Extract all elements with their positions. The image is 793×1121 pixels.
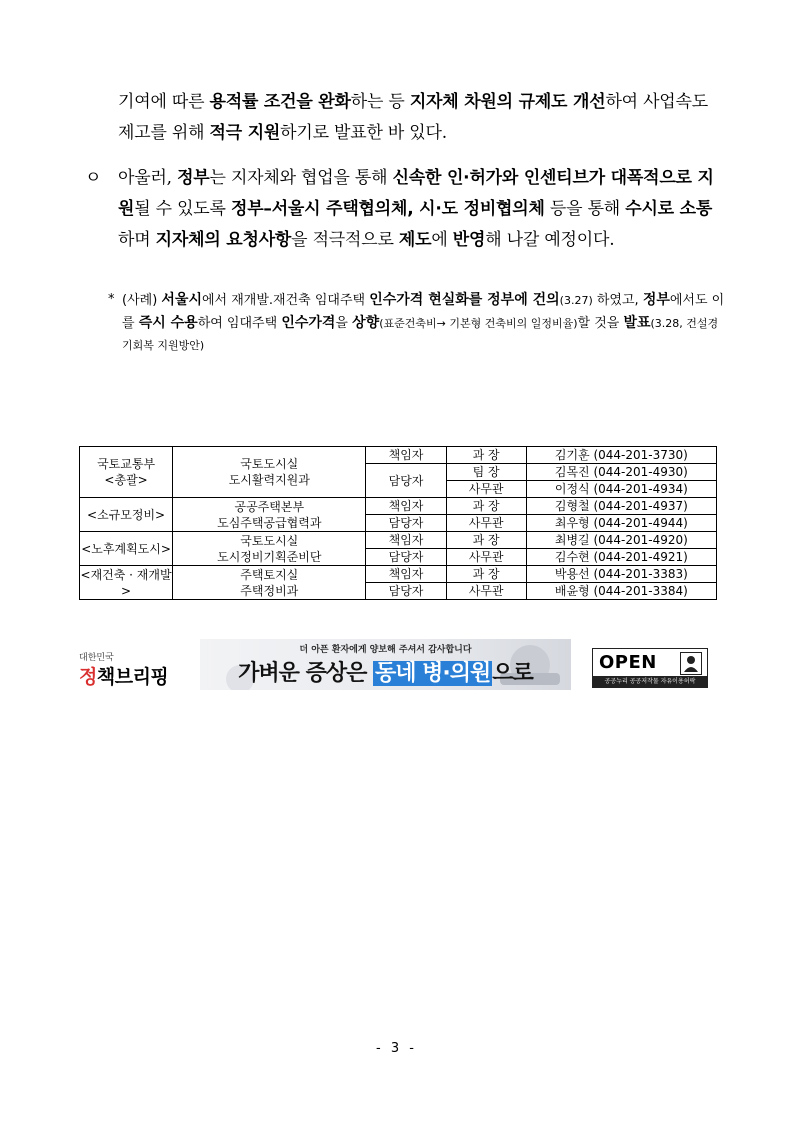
- open-license-footer: 공공누리 공공저작물 자유이용허락: [593, 676, 707, 687]
- role-cell: 담당자: [366, 549, 446, 566]
- role-cell: 책임자: [366, 447, 446, 464]
- title-cell: 과 장: [446, 532, 526, 549]
- open-license-badge[interactable]: [592, 648, 708, 688]
- table-row: [80, 498, 717, 515]
- title-cell: 과 장: [446, 498, 526, 515]
- org-cell: <재건축 · 재개발>: [80, 567, 172, 598]
- campaign-banner[interactable]: [200, 639, 571, 690]
- role-cell: 책임자: [366, 498, 446, 515]
- logo-title: 정책브리핑: [79, 666, 169, 688]
- note-text: (사례) 서울시에서 재개발.재건축 임대주택 인수가격 현실화를 정부에 건의(3.27) 하였고, 정부에서도 이를 즉시 수용하여 임대주택 인수가격을 상향(표준건축비→ 기본형 건축비의 일정비율)할 것을 발표(3.28, 건설경기회복 지원방안): [122, 292, 725, 352]
- contact-cell: 최우형 (044-201-4944): [526, 515, 716, 532]
- example-note: [108, 289, 728, 357]
- policy-briefing-logo[interactable]: [79, 650, 171, 690]
- role-cell: 책임자: [366, 566, 446, 583]
- contact-cell: 배윤형 (044-201-3384): [526, 583, 716, 600]
- role-cell: 책임자: [366, 532, 446, 549]
- table-row: [80, 532, 717, 549]
- dept-cell: 주택토지실 주택정비과: [173, 566, 366, 600]
- bullet-marker: ㅇ: [85, 168, 102, 188]
- dept-cell: 국토도시실 도시활력지원과: [173, 447, 366, 498]
- page-number: - 3 -: [376, 1041, 417, 1056]
- title-cell: 사무관: [446, 515, 526, 532]
- title-cell: 사무관: [446, 583, 526, 600]
- org-cell: 국토교통부 <총괄>: [80, 447, 173, 498]
- logo-country-label: 대한민국: [79, 653, 114, 663]
- title-cell: 사무관: [446, 549, 526, 566]
- title-cell: 과 장: [446, 566, 526, 583]
- paragraph-1: 기여에 따른 용적률 조건을 완화하는 등 지자체 차원의 규제도 개선하여 사업속도 제고를 위해 적극 지원하기로 발표한 바 있다.: [118, 92, 708, 143]
- org-cell: <소규모정비>: [80, 498, 173, 532]
- open-label: OPEN: [599, 652, 657, 673]
- title-cell: 과 장: [446, 447, 526, 464]
- role-cell: 담당자: [366, 515, 446, 532]
- campaign-headline: 가벼운 증상은 동네 병·의원으로: [238, 661, 533, 686]
- person-icon: [680, 652, 702, 675]
- contact-cell: 김목진 (044-201-4930): [526, 464, 716, 481]
- contact-cell: 최병길 (044-201-4920): [526, 532, 716, 549]
- table-row: [80, 566, 717, 583]
- title-cell: 사무관: [446, 481, 526, 498]
- contact-cell: 김기훈 (044-201-3730): [526, 447, 716, 464]
- dept-cell: 공공주택본부 도심주택공급협력과: [173, 498, 366, 532]
- bullet-text: 아울러, 정부는 지자체와 협업을 통해 신속한 인·허가와 인센티브가 대폭적으로 지원될 수 있도록 정부–서울시 주택협의체, 시·도 정비협의체 등을 통해 수시로 소통하며 지자체의 요청사항을 적극적으로 제도에 반영해 나갈 예정이다.: [118, 168, 714, 250]
- footer-banners: [79, 638, 717, 692]
- contact-cell: 김수현 (044-201-4921): [526, 549, 716, 566]
- campaign-subtitle: 더 아픈 환자에게 양보해 주셔서 감사합니다: [299, 645, 472, 655]
- contact-cell: 이정식 (044-201-4934): [526, 481, 716, 498]
- contact-cell: 김형철 (044-201-4937): [526, 498, 716, 515]
- dept-cell: 국토도시실 도시정비기획준비단: [173, 532, 366, 566]
- role-cell: 담당자: [366, 583, 446, 600]
- note-asterisk: *: [108, 292, 115, 307]
- table-row: [80, 447, 717, 464]
- role-cell: 담당자: [366, 464, 446, 498]
- title-cell: 팀 장: [446, 464, 526, 481]
- org-cell: <노후계획도시>: [80, 532, 173, 566]
- contact-cell: 박용선 (044-201-3383): [526, 566, 716, 583]
- contact-table: [79, 446, 717, 600]
